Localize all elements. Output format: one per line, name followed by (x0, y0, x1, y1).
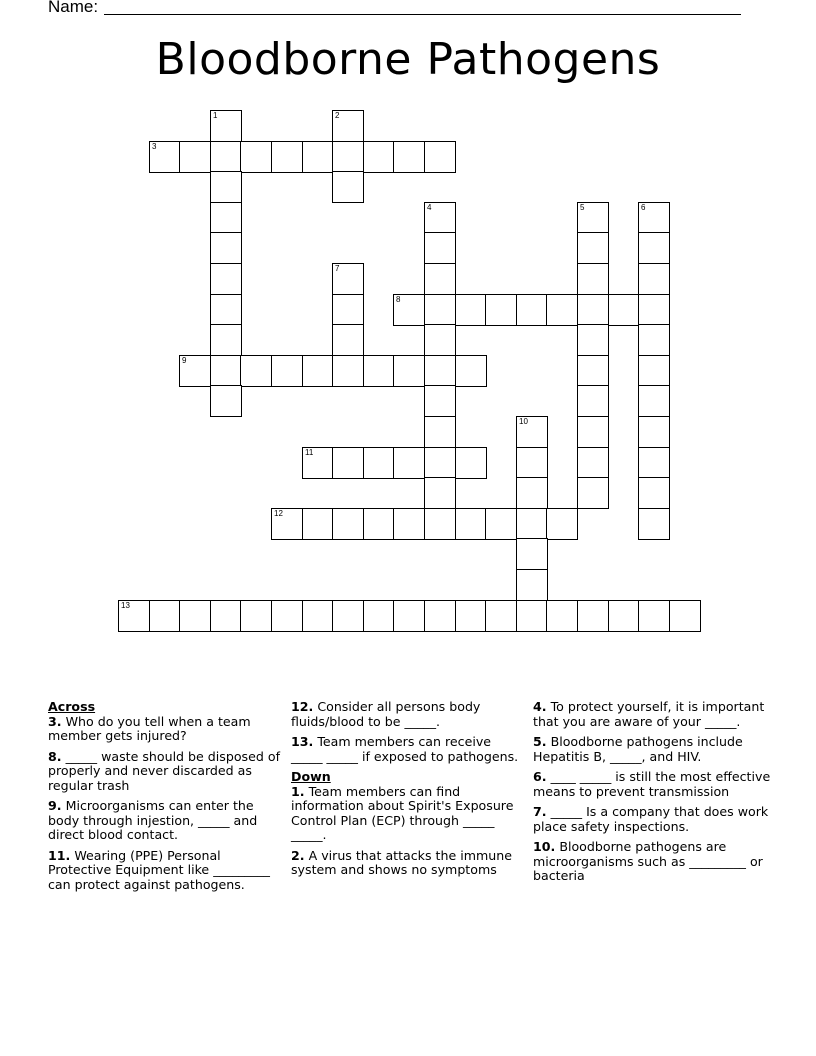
crossword-cell[interactable] (424, 324, 456, 356)
crossword-cell[interactable] (118, 600, 150, 632)
cell-number: 11 (305, 448, 314, 457)
cell-number: 6 (641, 203, 646, 212)
crossword-cell[interactable] (638, 355, 670, 387)
crossword-cell[interactable] (577, 385, 609, 417)
cell-number: 3 (152, 142, 157, 151)
crossword-cell[interactable] (393, 508, 425, 540)
crossword-cell[interactable] (210, 202, 242, 234)
crossword-cell[interactable] (516, 477, 548, 509)
crossword-cell[interactable] (332, 508, 364, 540)
crossword-cell[interactable] (638, 294, 670, 326)
crossword-cell[interactable] (577, 294, 609, 326)
crossword-cell[interactable] (638, 202, 670, 234)
clue-down-1: 1. Team members can find information about Spirit's Exposure Control Plan (ECP) through _____ _____. (291, 783, 514, 842)
crossword-cell[interactable] (149, 141, 181, 173)
crossword-cell[interactable] (332, 171, 364, 203)
crossword-cell[interactable] (424, 508, 456, 540)
crossword-cell[interactable] (210, 600, 242, 632)
crossword-cell[interactable] (424, 416, 456, 448)
crossword-cell[interactable] (516, 447, 548, 479)
crossword-cell[interactable] (332, 141, 364, 173)
crossword-cell[interactable] (332, 600, 364, 632)
clue-down-5: 5. Bloodborne pathogens include Hepatitis B, _____, and HIV. (533, 734, 743, 764)
crossword-cell[interactable] (332, 110, 364, 142)
crossword-cell[interactable] (271, 600, 303, 632)
crossword-cell[interactable] (638, 447, 670, 479)
crossword-cell[interactable] (302, 141, 334, 173)
crossword-cell[interactable] (424, 202, 456, 234)
crossword-cell[interactable] (546, 508, 578, 540)
crossword-cell[interactable] (577, 324, 609, 356)
crossword-cell[interactable] (455, 447, 487, 479)
down-heading: Down (291, 769, 331, 784)
crossword-cell[interactable] (577, 232, 609, 264)
clue-across-12: 12. Consider all persons body fluids/blood to be _____. (291, 699, 481, 729)
crossword-cell[interactable] (424, 232, 456, 264)
clues-column-2 (291, 700, 521, 884)
crossword-cell[interactable] (638, 477, 670, 509)
crossword-cell[interactable] (179, 141, 211, 173)
crossword-cell[interactable] (240, 141, 272, 173)
crossword-cell[interactable] (546, 294, 578, 326)
crossword-cell[interactable] (240, 355, 272, 387)
crossword-cell[interactable] (363, 508, 395, 540)
clue-across-9: 9. Microorganisms can enter the body through injestion, _____ and direct blood contact. (48, 798, 258, 842)
crossword-cell[interactable] (424, 294, 456, 326)
crossword-cell[interactable] (516, 416, 548, 448)
clue-down-6: 6. ____ _____ is still the most effective means to prevent transmission (533, 769, 771, 799)
crossword-cell[interactable] (424, 477, 456, 509)
crossword-cell[interactable] (608, 294, 640, 326)
crossword-cell[interactable] (577, 416, 609, 448)
crossword-cell[interactable] (240, 600, 272, 632)
crossword-cell[interactable] (424, 263, 456, 295)
crossword-cell[interactable] (271, 508, 303, 540)
crossword-cell[interactable] (577, 202, 609, 234)
crossword-cell[interactable] (302, 600, 334, 632)
crossword-cell[interactable] (516, 569, 548, 601)
crossword-cell[interactable] (669, 600, 701, 632)
crossword-cell[interactable] (424, 355, 456, 387)
clue-across-13: 13. Team members can receive _____ _____ if exposed to pathogens. (291, 734, 519, 764)
crossword-cell[interactable] (638, 600, 670, 632)
crossword-cell[interactable] (485, 600, 517, 632)
crossword-cell[interactable] (608, 600, 640, 632)
crossword-cell[interactable] (271, 355, 303, 387)
crossword-cell[interactable] (393, 447, 425, 479)
cell-number: 10 (519, 417, 528, 426)
clue-across-3: 3. Who do you tell when a team member gets injured? (48, 713, 251, 743)
cell-number: 1 (213, 111, 218, 120)
crossword-cell[interactable] (302, 355, 334, 387)
crossword-cell[interactable] (455, 600, 487, 632)
crossword-cell[interactable] (516, 294, 548, 326)
crossword-cell[interactable] (149, 600, 181, 632)
crossword-cell[interactable] (516, 508, 548, 540)
crossword-cell[interactable] (210, 263, 242, 295)
crossword-cell[interactable] (210, 294, 242, 326)
cell-number: 8 (396, 295, 401, 304)
crossword-cell[interactable] (210, 141, 242, 173)
clue-across-8: 8. _____ waste should be disposed of properly and never discarded as regular trash (48, 748, 281, 793)
crossword-cell[interactable] (210, 385, 242, 417)
crossword-cell[interactable] (638, 263, 670, 295)
crossword-cell[interactable] (455, 508, 487, 540)
crossword-cell[interactable] (332, 294, 364, 326)
crossword-cell[interactable] (393, 141, 425, 173)
cell-number: 4 (427, 203, 432, 212)
page-title: Bloodborne Pathogens (155, 34, 661, 85)
clue-down-7: 7. _____ Is a company that does work place safety inspections. (533, 804, 769, 834)
crossword-cell[interactable] (577, 447, 609, 479)
crossword-cell[interactable] (179, 600, 211, 632)
across-heading: Across (48, 699, 96, 714)
crossword-cell[interactable] (577, 600, 609, 632)
crossword-cell[interactable] (332, 324, 364, 356)
crossword-cell[interactable] (302, 447, 334, 479)
crossword-cell[interactable] (577, 263, 609, 295)
crossword-cell[interactable] (210, 110, 242, 142)
crossword-cell[interactable] (302, 508, 334, 540)
clue-across-11: 11. Wearing (PPE) Personal Protective Equipment like _________ can protect against pathogens. (48, 847, 270, 892)
crossword-cell[interactable] (393, 294, 425, 326)
crossword-cell[interactable] (638, 508, 670, 540)
crossword-cell[interactable] (485, 294, 517, 326)
name-label: Name: (48, 0, 99, 16)
crossword-cell[interactable] (546, 600, 578, 632)
crossword-cell[interactable] (363, 447, 395, 479)
cell-number: 13 (121, 601, 130, 610)
crossword-cell[interactable] (424, 141, 456, 173)
clues-column-1 (48, 700, 286, 898)
crossword-cell[interactable] (393, 600, 425, 632)
clue-down-4: 4. To protect yourself, it is important that you are aware of your _____. (533, 699, 765, 729)
crossword-cell[interactable] (210, 171, 242, 203)
crossword-cell[interactable] (516, 538, 548, 570)
cell-number: 12 (274, 509, 283, 518)
crossword-cell[interactable] (455, 294, 487, 326)
crossword-cell[interactable] (577, 355, 609, 387)
crossword-cell[interactable] (424, 600, 456, 632)
crossword-cell[interactable] (424, 385, 456, 417)
crossword-cell[interactable] (363, 355, 395, 387)
crossword-cell[interactable] (332, 355, 364, 387)
crossword-cell[interactable] (638, 232, 670, 264)
crossword-cell[interactable] (638, 416, 670, 448)
cell-number: 5 (580, 203, 585, 212)
crossword-cell[interactable] (363, 141, 395, 173)
clue-down-2: 2. A virus that attacks the immune system and shows no symptoms (291, 847, 512, 877)
crossword-cell[interactable] (332, 447, 364, 479)
crossword-cell[interactable] (424, 447, 456, 479)
crossword-cell[interactable] (363, 600, 395, 632)
crossword-cell[interactable] (516, 600, 548, 632)
crossword-cell[interactable] (210, 324, 242, 356)
crossword-cell[interactable] (332, 263, 364, 295)
clues-column-3 (533, 700, 773, 890)
cell-number: 9 (182, 356, 187, 365)
crossword-cell[interactable] (577, 477, 609, 509)
crossword-cell[interactable] (210, 232, 242, 264)
cell-number: 2 (335, 111, 340, 120)
cell-number: 7 (335, 264, 340, 273)
crossword-cell[interactable] (210, 355, 242, 387)
crossword-cell[interactable] (485, 508, 517, 540)
crossword-cell[interactable] (638, 324, 670, 356)
clue-down-10: 10. Bloodborne pathogens are microorganisms such as _________ or bacteria (533, 839, 763, 883)
crossword-cell[interactable] (393, 355, 425, 387)
crossword-cell[interactable] (179, 355, 211, 387)
crossword-cell[interactable] (638, 385, 670, 417)
crossword-cell[interactable] (271, 141, 303, 173)
crossword-cell[interactable] (455, 355, 487, 387)
